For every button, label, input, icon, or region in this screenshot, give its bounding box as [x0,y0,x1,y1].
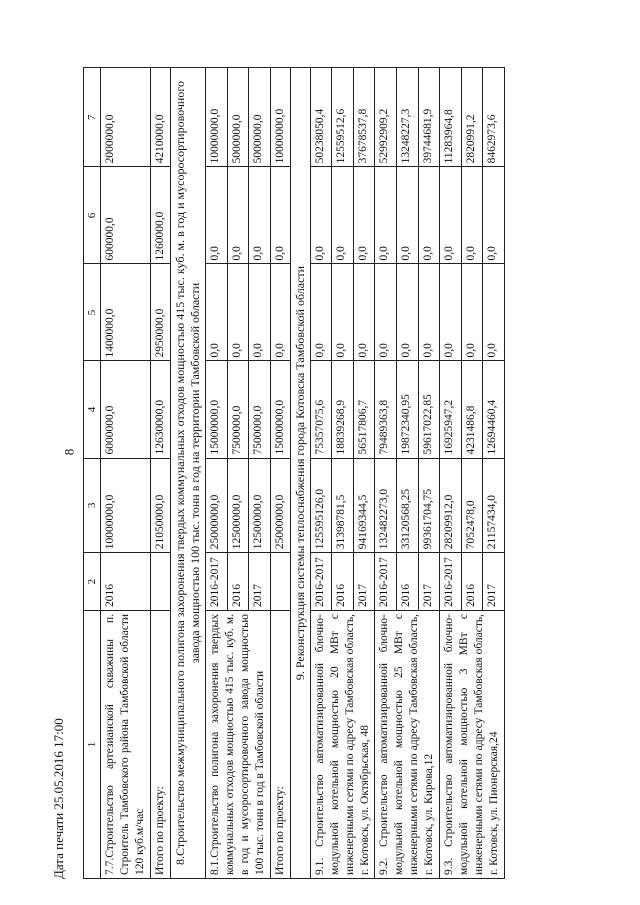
value-cell: 79489363,8 [375,361,397,458]
page-number: 8 [61,448,77,456]
value-cell: 0,0 [440,167,462,264]
value-cell: 12630000,0 [151,361,171,458]
value-cell: 7500000,0 [227,361,249,458]
section-title: 8.Строительство межмуниципального полигона захоронения твердых коммунальных отходов мощностью 415 тыс. куб. м. в год и мусоросортировочного завода мощностью 100 тыс. тонн в год на территории Тамбовской области [171,68,206,879]
value-cell: 2017 [418,553,440,611]
value-cell: 2950000,0 [151,264,171,361]
value-cell: 94169344,5 [353,458,375,553]
column-header: 2 [84,553,101,611]
value-cell: 0,0 [418,264,440,361]
value-cell: 2016 [332,553,354,611]
budget-table [83,67,505,879]
value-cell: 0,0 [249,167,271,264]
value-cell: 0,0 [353,167,375,264]
value-cell: 0,0 [206,167,228,264]
value-cell: 1400000,0 [101,264,151,361]
column-header: 4 [84,361,101,458]
value-cell: 0,0 [310,167,332,264]
value-cell: 0,0 [461,167,483,264]
value-cell: 15000000,0 [270,361,290,458]
value-cell: 2017 [249,553,271,611]
item-description: 9.1. Строительство автоматизированной блочно-модульной котельной мощностью 20 МВт с инженерными сетями по адресу Тамбовская область, г. Котовск, ул. Октябрьская, 48 [310,610,375,878]
value-cell: 1260000,0 [151,167,171,264]
value-cell: 31398781,5 [332,458,354,553]
value-cell: 75357075,6 [310,361,332,458]
value-cell: 16925947,2 [440,361,462,458]
value-cell: 2016 [227,553,249,611]
value-cell: 0,0 [483,167,505,264]
value-cell: 600000,0 [101,167,151,264]
value-cell: 12694460,4 [483,361,505,458]
value-cell: 10000000,0 [101,458,151,553]
value-cell: 28209912,0 [440,458,462,553]
section-title: 9. Реконструкция системы теплоснабжения города Котовска Тамбовской области [290,68,310,879]
value-cell: 0,0 [353,264,375,361]
value-cell: 2820991,2 [461,68,483,167]
value-cell: 2016-2017 [375,553,397,611]
value-cell: 0,0 [270,167,290,264]
value-cell: 52992909,2 [375,68,397,167]
value-cell: 132482273,0 [375,458,397,553]
value-cell: 37678537,8 [353,68,375,167]
item-description: 7.7.Строительство артезианской скважины п. Строитель Тамбовского района Тамбовской области 120 куб.м/час [101,610,151,878]
value-cell: 0,0 [375,264,397,361]
value-cell: 0,0 [375,167,397,264]
table-header-row [84,68,101,879]
value-cell: 0,0 [483,264,505,361]
column-header: 6 [84,167,101,264]
value-cell: 56517806,7 [353,361,375,458]
print-date: Дата печати 25.05.2016 17:00 [51,718,66,879]
value-cell: 10000000,0 [206,68,228,167]
value-cell: 2016 [461,553,483,611]
value-cell: 0,0 [397,264,419,361]
value-cell: 25000000,0 [270,458,290,553]
column-header: 1 [84,610,101,878]
value-cell: 0,0 [249,264,271,361]
value-cell: 50238050,4 [310,68,332,167]
value-cell: 0,0 [227,264,249,361]
value-cell: 25000000,0 [206,458,228,553]
value-cell: 21157434,0 [483,458,505,553]
value-cell: 0,0 [227,167,249,264]
value-cell: 2017 [353,553,375,611]
value-cell: 0,0 [397,167,419,264]
section-row [171,68,206,879]
column-header: 3 [84,458,101,553]
value-cell: 0,0 [418,167,440,264]
table-row [375,68,397,879]
value-cell: 59617022,85 [418,361,440,458]
value-cell: 125595126,0 [310,458,332,553]
table-row [440,68,462,879]
value-cell: 0,0 [461,264,483,361]
value-cell: 18839268,9 [332,361,354,458]
value-cell: 33120568,25 [397,458,419,553]
value-cell: 2016 [397,553,419,611]
value-cell: 12500000,0 [249,458,271,553]
value-cell: 2000000,0 [101,68,151,167]
item-description: Итого по проекту: [270,610,290,878]
value-cell: 5000000,0 [227,68,249,167]
total-row [151,68,171,879]
value-cell: 11283964,8 [440,68,462,167]
section-row [290,68,310,879]
value-cell: 4210000,0 [151,68,171,167]
value-cell: 2016-2017 [206,553,228,611]
value-cell: 4231486,8 [461,361,483,458]
value-cell [270,553,290,611]
value-cell: 13248227,3 [397,68,419,167]
value-cell: 0,0 [332,264,354,361]
value-cell: 12500000,0 [227,458,249,553]
column-header: 7 [84,68,101,167]
item-description: 9.3. Строительство автоматизированной блочно-модульной котельной мощностью 3 МВт с инженерными сетями по адресу Тамбовская область, г. Котовск, ул. Пионерская,24 [440,610,505,878]
value-cell: 0,0 [440,264,462,361]
value-cell: 5000000,0 [249,68,271,167]
item-description: 9.2. Строительство автоматизированной блочно-модульной котельной мощностью 25 МВт с инженерными сетями по адресу Тамбовская область, г. Котовск, ул. Кирова,12 [375,610,440,878]
value-cell: 19872340,95 [397,361,419,458]
value-cell: 7500000,0 [249,361,271,458]
value-cell: 2016 [101,553,151,611]
table-row [310,68,332,879]
value-cell: 0,0 [310,264,332,361]
value-cell: 6000000,0 [101,361,151,458]
value-cell: 2016-2017 [440,553,462,611]
value-cell: 12559512,6 [332,68,354,167]
value-cell: 10000000,0 [270,68,290,167]
value-cell: 15000000,0 [206,361,228,458]
value-cell: 2016-2017 [310,553,332,611]
value-cell: 0,0 [332,167,354,264]
item-description: Итого по проекту: [151,610,171,878]
value-cell: 39744681,9 [418,68,440,167]
column-header: 5 [84,264,101,361]
total-row [270,68,290,879]
table-row [206,68,228,879]
value-cell: 21050000,0 [151,458,171,553]
value-cell: 0,0 [270,264,290,361]
value-cell: 99361704,75 [418,458,440,553]
value-cell: 2017 [483,553,505,611]
value-cell: 8462973,6 [483,68,505,167]
value-cell: 7052478,0 [461,458,483,553]
value-cell: 0,0 [206,264,228,361]
rotated-table-container [83,67,505,879]
item-description: 8.1.Строительство полигона захоронения твердых коммунальных отходов мощностью 415 тыс. куб. м. в год и мусоросортировочного завода мощностью 100 тыс. тонн в год в Тамбовской области [206,610,271,878]
value-cell [151,553,171,611]
table-row [101,68,151,879]
